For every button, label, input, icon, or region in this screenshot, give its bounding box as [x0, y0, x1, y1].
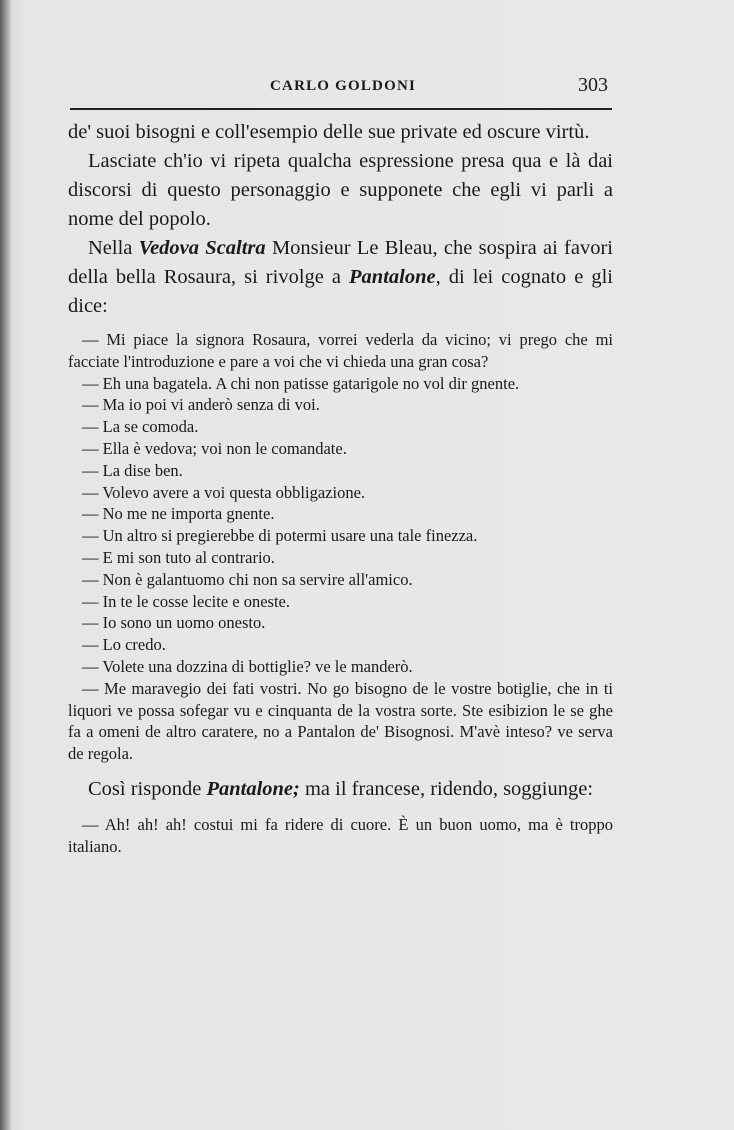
closing-dialogue — [68, 814, 613, 858]
paragraph-3-text-c: , di lei cognato e gli dice: — [68, 266, 613, 317]
header-rule — [70, 108, 612, 110]
page-body — [68, 118, 613, 858]
character-name: Pantalone; — [206, 777, 300, 800]
paragraph-3-text-b: Monsieur Le Bleau, che sospira ai favori della bella Rosaura, si rivolge a — [68, 237, 613, 288]
paragraph-4-text-a: Così risponde — [88, 777, 207, 800]
dialogue-line: — La se comoda. — [82, 417, 199, 437]
dialogue-line: — Ma io poi vi anderò senza di voi. — [82, 395, 320, 415]
dialogue-line: — Non è galantuomo chi non sa servire all'amico. — [82, 569, 413, 589]
dialogue-line: — E mi son tuto al contrario. — [82, 547, 275, 567]
dialogue-block — [68, 329, 613, 765]
dialogue-line: — Me maravegio dei fati vostri. No go bisogno de le vostre botiglie, che in ti liquori ve possa sofegar vu e cinquanta de la vostra sorte. Ste esibizion le se ghe fa a omeni de altro caratere, no a Pantalon de' Bisognosi. M'avè inteso? ve serva de regola. — [68, 678, 613, 764]
page-number: 303 — [578, 74, 608, 96]
dialogue-line: — Eh una bagatela. A chi non patisse gatarigole no vol dir gnente. — [82, 373, 520, 393]
dialogue-line: — Lo credo. — [82, 635, 166, 655]
paragraph-4 — [68, 775, 613, 804]
dialogue-line: — La dise ben. — [82, 460, 183, 480]
dialogue-line: — Volete una dozzina di bottiglie? ve le manderò. — [82, 656, 413, 676]
page-spine-shadow — [0, 0, 12, 1130]
paragraph-3-text-a: Nella — [88, 237, 139, 259]
work-title: Vedova Scaltra — [138, 237, 266, 259]
paragraph-1 — [68, 118, 613, 147]
dialogue-line: — Ella è vedova; voi non le comandate. — [82, 438, 347, 458]
paragraph-2-text: Lasciate ch'io vi ripeta qualcha espressione presa qua e là dai discorsi di questo personaggio e supponete che egli vi parli a nome del popolo. — [68, 150, 613, 230]
character-name: Pantalone — [349, 266, 436, 288]
dialogue-line: — Volevo avere a voi questa obbligazione. — [82, 482, 366, 502]
dialogue-line: — In te le cosse lecite e oneste. — [82, 591, 290, 611]
page-header — [70, 74, 610, 104]
closing-line: — Ah! ah! ah! costui mi fa ridere di cuore. È un buon uomo, ma è troppo italiano. — [68, 814, 613, 856]
paragraph-2 — [68, 147, 613, 234]
dialogue-line: — Io sono un uomo onesto. — [82, 613, 266, 633]
dialogue-line: — Un altro si pregierebbe di potermi usare una tale finezza. — [82, 526, 478, 546]
running-title: CARLO GOLDONI — [270, 78, 417, 94]
dialogue-line: — No me ne importa gnente. — [82, 504, 275, 524]
paragraph-3 — [68, 234, 613, 321]
paragraph-1-text: de' suoi bisogni e coll'esempio delle sue private ed oscure virtù. — [68, 121, 590, 143]
paragraph-4-text-b: ma il francese, ridendo, soggiunge: — [299, 777, 594, 800]
dialogue-line: — Mi piace la signora Rosaura, vorrei vederla da vicino; vi prego che mi facciate l'introduzione e pare a voi che vi chieda una gran cosa? — [68, 330, 613, 371]
